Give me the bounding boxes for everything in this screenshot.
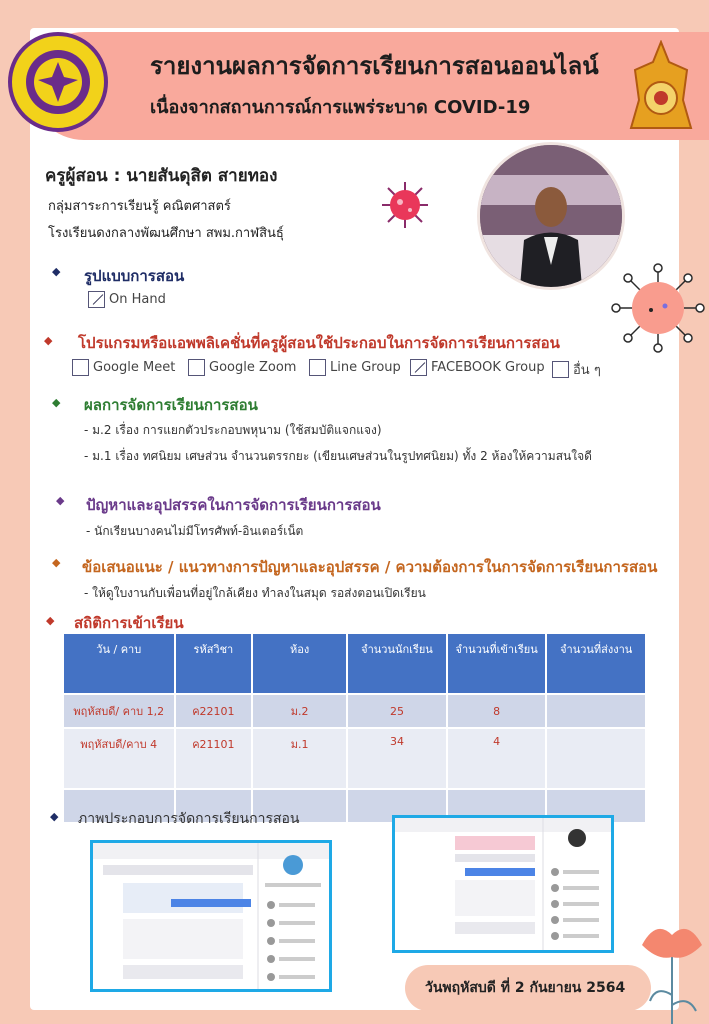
bullet-icon: ◆ <box>56 494 65 507</box>
table-cell: พฤหัสบดี/คาบ 4 <box>63 728 175 789</box>
teacher-name: ครูผู้สอน : นายสันดุสิต สายทอง <box>45 166 278 186</box>
chat-screenshot-icon <box>395 818 611 950</box>
checkbox-checked-icon[interactable] <box>410 359 427 376</box>
table-cell <box>546 728 646 789</box>
table-cell: ม.1 <box>252 728 347 789</box>
table-header-cell: วัน / คาบ <box>63 633 175 694</box>
chat-screenshot-2 <box>392 815 614 953</box>
table-header-cell: จำนวนที่เข้าเรียน <box>447 633 547 694</box>
bullet-icon: ◆ <box>52 265 61 278</box>
table-header-row <box>63 633 646 694</box>
page-title: รายงานผลการจัดการเรียนการสอนออนไลน์ <box>150 52 599 80</box>
table-header-cell: จำนวนที่ส่งงาน <box>546 633 646 694</box>
app-option-google-meet[interactable] <box>72 359 175 376</box>
checkbox-icon[interactable] <box>552 361 569 378</box>
mode-option-label: On Hand <box>109 292 166 307</box>
page-subtitle: เนื่องจากสถานการณ์การแพร่ระบาด COVID-19 <box>150 97 531 118</box>
checkbox-icon[interactable] <box>309 359 326 376</box>
table-cell: 25 <box>347 694 447 728</box>
section-photos-title: ภาพประกอบการจัดการเรียนการสอน <box>78 811 300 827</box>
section-suggest-title: ข้อเสนอแนะ / แนวทางการปัญหาและอุปสรรค / ความต้องการในการจัดการเรียนการสอน <box>82 558 658 576</box>
flower-decoration-icon <box>636 915 708 1024</box>
attendance-table <box>62 632 647 824</box>
report-date: วันพฤหัสบดี ที่ 2 กันยายน 2564 <box>425 980 626 996</box>
checkbox-checked-icon[interactable] <box>88 291 105 308</box>
section-mode-title: รูปแบบการสอน <box>84 267 185 285</box>
app-option-google-zoom[interactable] <box>188 359 296 376</box>
table-row <box>63 728 646 789</box>
table-header-cell: จำนวนนักเรียน <box>347 633 447 694</box>
section-problems-title: ปัญหาและอุปสรรคในการจัดการเรียนการสอน <box>86 496 381 514</box>
app-option-facebook-group[interactable] <box>410 359 545 376</box>
app-option-other[interactable] <box>552 359 601 380</box>
mode-option[interactable] <box>88 291 166 308</box>
result-item: - ม.1 เรื่อง ทศนิยม เศษส่วน จำนวนตรรกยะ (เขียนเศษส่วนในรูปทศนิยม) ทั้ง 2 ห้องให้ความสนใจดี <box>84 449 592 463</box>
teacher-photo <box>477 142 625 290</box>
table-cell: ม.2 <box>252 694 347 728</box>
table-cell: 34 <box>347 728 447 789</box>
table-cell: ค22101 <box>175 694 253 728</box>
app-option-label: Google Zoom <box>209 360 297 375</box>
checkbox-icon[interactable] <box>72 359 89 376</box>
teacher-department: กลุ่มสาระการเรียนรู้ คณิตศาสตร์ <box>48 199 231 214</box>
table-cell: 8 <box>447 694 547 728</box>
emblem-icon <box>625 40 697 136</box>
bullet-icon: ◆ <box>52 556 61 569</box>
virus-icon <box>380 180 430 230</box>
bullet-icon: ◆ <box>46 614 55 627</box>
section-apps-title: โปรแกรมหรือแอพพลิเคชั่นที่ครูผู้สอนใช้ประกอบในการจัดการเรียนการสอน <box>78 334 560 352</box>
chat-screenshot-1 <box>90 840 332 992</box>
suggest-item: - ให้ดูใบงานกับเพื่อนที่อยู่ใกล้เคียง ทำลงในสมุด รอส่งตอนเปิดเรียน <box>84 586 426 600</box>
bullet-icon: ◆ <box>52 396 61 409</box>
table-header-cell: รหัสวิชา <box>175 633 253 694</box>
chat-screenshot-icon <box>93 843 329 989</box>
teacher-portrait-icon <box>480 145 622 287</box>
section-results-title: ผลการจัดการเรียนการสอน <box>84 396 258 414</box>
table-cell: ค21101 <box>175 728 253 789</box>
app-option-label: Google Meet <box>93 360 176 375</box>
problem-item: - นักเรียนบางคนไม่มีโทรศัพท์-อินเตอร์เน็ต <box>86 524 304 538</box>
table-cell: พฤหัสบดี/ คาบ 1,2 <box>63 694 175 728</box>
virus-icon <box>610 262 706 354</box>
section-stats-title: สถิติการเข้าเรียน <box>74 614 184 632</box>
app-option-label: FACEBOOK Group <box>431 360 545 375</box>
app-option-line-group[interactable] <box>309 359 401 376</box>
app-option-label: Line Group <box>330 360 401 375</box>
table-row <box>63 694 646 728</box>
school-logo-icon <box>8 32 108 132</box>
result-item: - ม.2 เรื่อง การแยกตัวประกอบพหุนาม (ใช้สมบัติแจกแจง) <box>84 423 382 437</box>
teacher-school: โรงเรียนดงกลางพัฒนศึกษา สพม.กาฬสินธุ์ <box>48 226 284 241</box>
bullet-icon: ◆ <box>44 334 53 347</box>
table-cell: 4 <box>447 728 547 789</box>
checkbox-icon[interactable] <box>188 359 205 376</box>
bullet-icon: ◆ <box>50 810 59 823</box>
table-cell <box>546 694 646 728</box>
app-option-label: อื่น ๆ <box>573 363 601 378</box>
table-header-cell: ห้อง <box>252 633 347 694</box>
